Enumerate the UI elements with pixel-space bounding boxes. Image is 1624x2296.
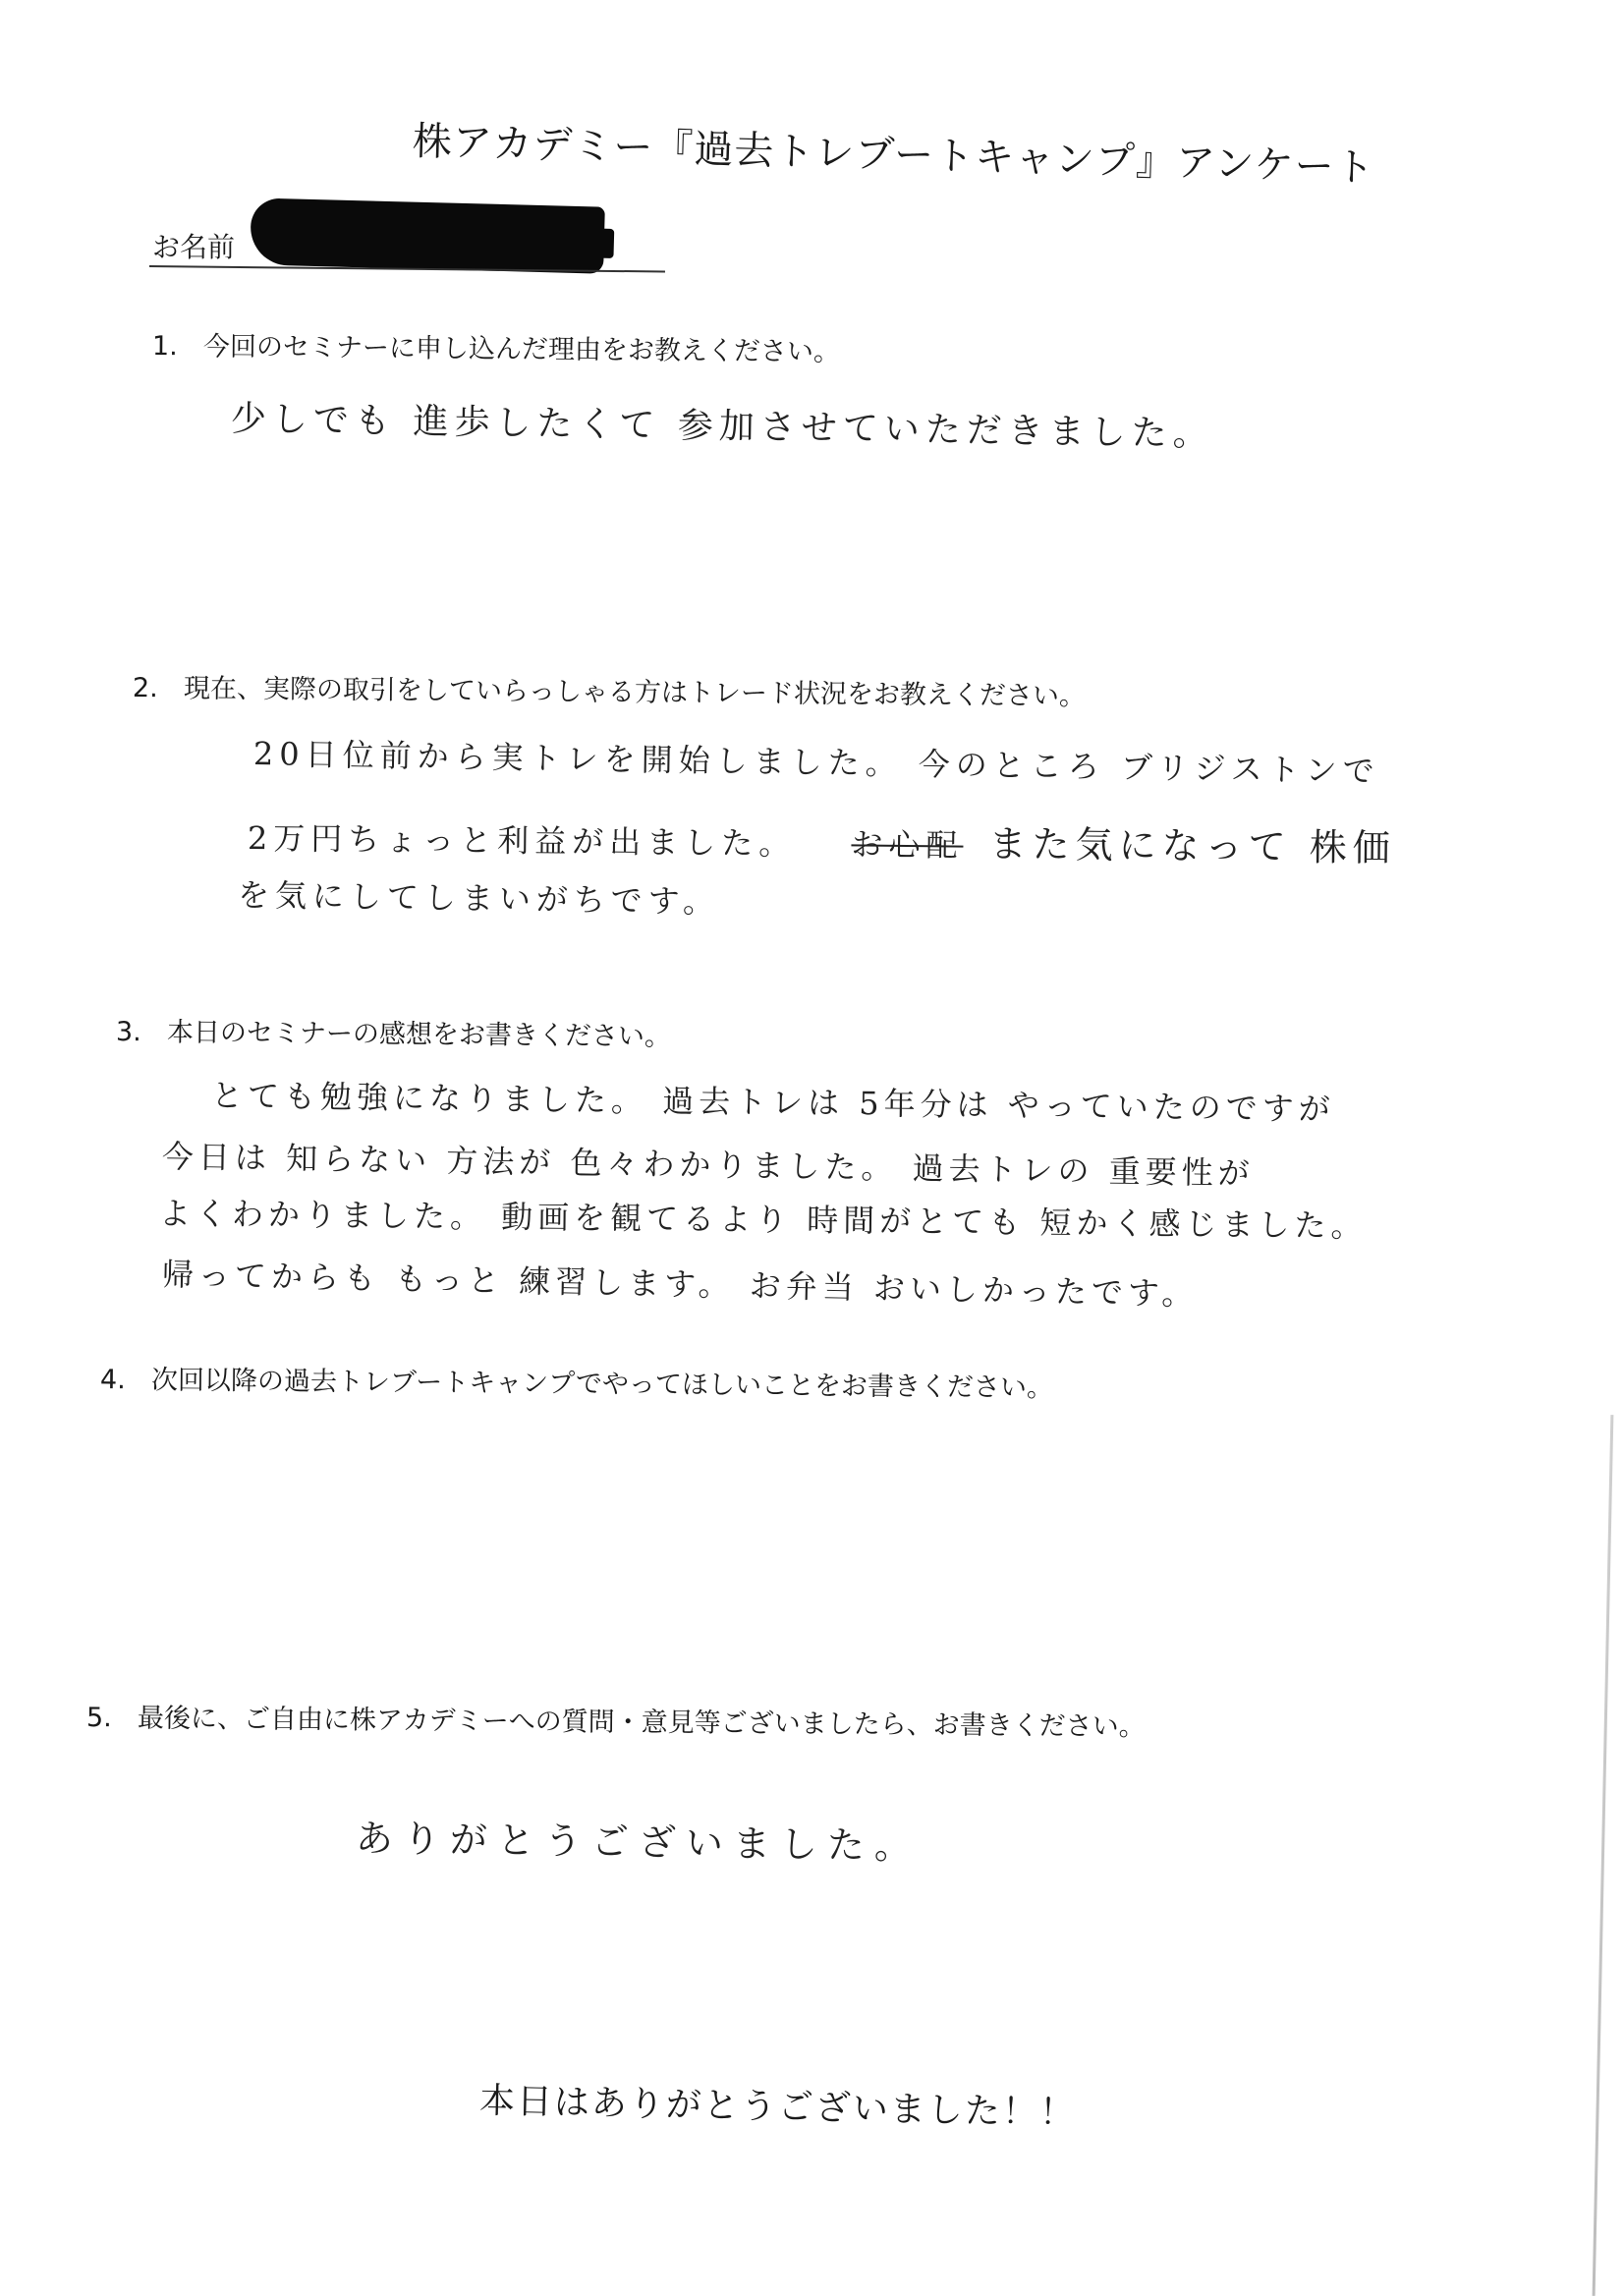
question-text: 今回のセミナーに申し込んだ理由をお教えください。 (202, 331, 841, 368)
closing-message: 本日はありがとうございました！！ (478, 2081, 1078, 2134)
question-number: 4. (99, 1365, 126, 1396)
answer-3-line-4: 帰ってからも もっと 練習します。 お弁当 おいしかったです。 (161, 1256, 1199, 1314)
answer-2-line-2 (248, 806, 1396, 871)
name-redaction-mark (250, 197, 605, 273)
answer-5-line-1: ありがとうございました。 (355, 1817, 923, 1869)
survey-title: 株アカデミー『過去トレブートキャンプ』アンケート (412, 119, 1376, 192)
question-text: 現在、実際の取引をしていらっしゃる方はトレード状況をお教えください。 (183, 673, 1087, 712)
question-5 (86, 1696, 1146, 1743)
question-text: 本日のセミナーの感想をお書きください。 (166, 1017, 672, 1052)
answer-2-line-2-text: 2万円ちょっと利益が出ました。 (247, 819, 797, 863)
question-1 (152, 324, 840, 368)
name-label: お名前 (152, 231, 236, 263)
answer-1-line-1: 少しでも 進歩したくて 参加させていただきました。 (230, 399, 1215, 455)
question-text: 次回以降の過去トレブートキャンプでやってほしいことをお書きください。 (150, 1365, 1054, 1404)
answer-3-line-1: とても勉強になりました。 過去トレは 5年分は やっていたのですが (210, 1077, 1336, 1128)
answer-2-struck-text: お心配 (851, 825, 964, 865)
question-number: 2. (132, 673, 158, 704)
question-2 (133, 666, 1086, 712)
answer-2-line-1: 20日位前から実トレを開始しました。 今のところ ブリジストンで (252, 735, 1380, 791)
answer-3-line-3: よくわかりました。 動画を観てるより 時間がとても 短かく感じました。 (158, 1195, 1368, 1245)
question-number: 5. (85, 1703, 112, 1734)
question-text: 最後に、ご自由に株アカデミーへの質問・意見等ございましたら、お書きください。 (137, 1703, 1146, 1743)
question-4 (100, 1358, 1053, 1404)
question-3 (116, 1010, 671, 1053)
answer-2-line-2-continued: また気になって 株価 (988, 821, 1396, 870)
answer-3-line-2: 今日は 知らない 方法が 色々わかりました。 過去トレの 重要性が (161, 1138, 1256, 1193)
question-number: 3. (115, 1017, 141, 1048)
question-number: 1. (151, 331, 178, 363)
page-edge-shadow (1593, 1415, 1614, 2296)
answer-2-line-3: を気にしてしまいがちです。 (237, 876, 721, 921)
